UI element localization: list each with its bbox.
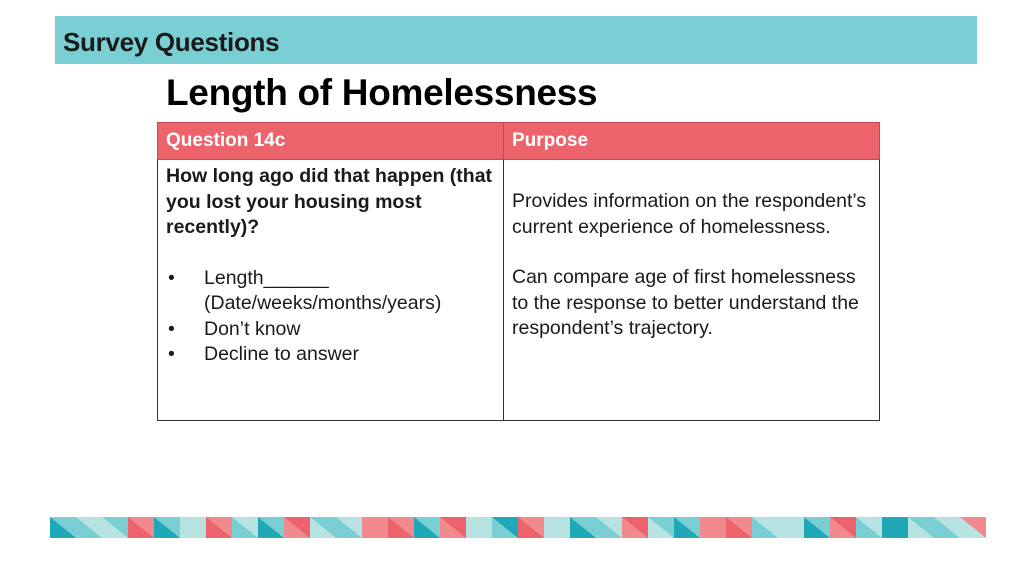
stripe-triangle-tile (466, 517, 492, 538)
stripe-triangle-tile (934, 517, 960, 538)
question-table (157, 122, 880, 421)
stripe-triangle-tile (232, 517, 258, 538)
stripe-triangle-tile (544, 517, 570, 538)
question-text: How long ago did that happen (that you lost your housing most recently)? (166, 165, 493, 238)
column-header-question: Question 14c (158, 123, 504, 160)
stripe-triangle-tile (206, 517, 232, 538)
column-header-purpose: Purpose (504, 123, 880, 160)
stripe-triangle-tile (50, 517, 76, 538)
stripe-triangle-tile (258, 517, 284, 538)
stripe-triangle-tile (830, 517, 856, 538)
stripe-triangle-tile (908, 517, 934, 538)
decorative-triangle-stripe (50, 517, 973, 538)
stripe-triangle-tile (492, 517, 518, 538)
stripe-triangle-tile (856, 517, 882, 538)
stripe-triangle-tile (622, 517, 648, 538)
question-cell (158, 160, 504, 421)
stripe-triangle-tile (700, 517, 726, 538)
stripe-triangle-tile (284, 517, 310, 538)
stripe-triangle-tile (128, 517, 154, 538)
header-bar (55, 16, 977, 64)
stripe-triangle-tile (804, 517, 830, 538)
stripe-triangle-tile (414, 517, 440, 538)
stripe-triangle-tile (154, 517, 180, 538)
section-title: Survey Questions (63, 27, 280, 57)
stripe-triangle-tile (960, 517, 986, 538)
stripe-triangle-tile (778, 517, 804, 538)
stripe-triangle-tile (648, 517, 674, 538)
stripe-triangle-tile (518, 517, 544, 538)
table-row (158, 160, 880, 421)
stripe-triangle-tile (180, 517, 206, 538)
table-header-row (158, 123, 880, 160)
slide-title: Length of Homelessness (166, 72, 598, 113)
stripe-triangle-tile (388, 517, 414, 538)
stripe-triangle-tile (102, 517, 128, 538)
stripe-triangle-tile (674, 517, 700, 538)
purpose-cell (504, 160, 880, 421)
stripe-triangle-tile (726, 517, 752, 538)
stripe-triangle-tile (76, 517, 102, 538)
answer-options-list (166, 266, 495, 368)
answer-option-decline: • Decline to answer (166, 342, 495, 368)
stripe-triangle-tile (570, 517, 596, 538)
answer-option-dont-know: • Don’t know (166, 317, 495, 343)
purpose-text-2: Can compare age of first homelessness to the response to better understand the respondent’s trajectory. (512, 266, 859, 339)
stripe-triangle-tile (336, 517, 362, 538)
stripe-triangle-tile (882, 517, 908, 538)
stripe-triangle-tile (752, 517, 778, 538)
answer-option-length: • Length______ (Date/weeks/months/years) (166, 266, 495, 317)
stripe-triangle-tile (310, 517, 336, 538)
stripe-triangle-tile (596, 517, 622, 538)
stripe-triangle-tile (362, 517, 388, 538)
purpose-text-1: Provides information on the respondent’s current experience of homelessness. (512, 190, 867, 238)
stripe-triangle-tile (440, 517, 466, 538)
